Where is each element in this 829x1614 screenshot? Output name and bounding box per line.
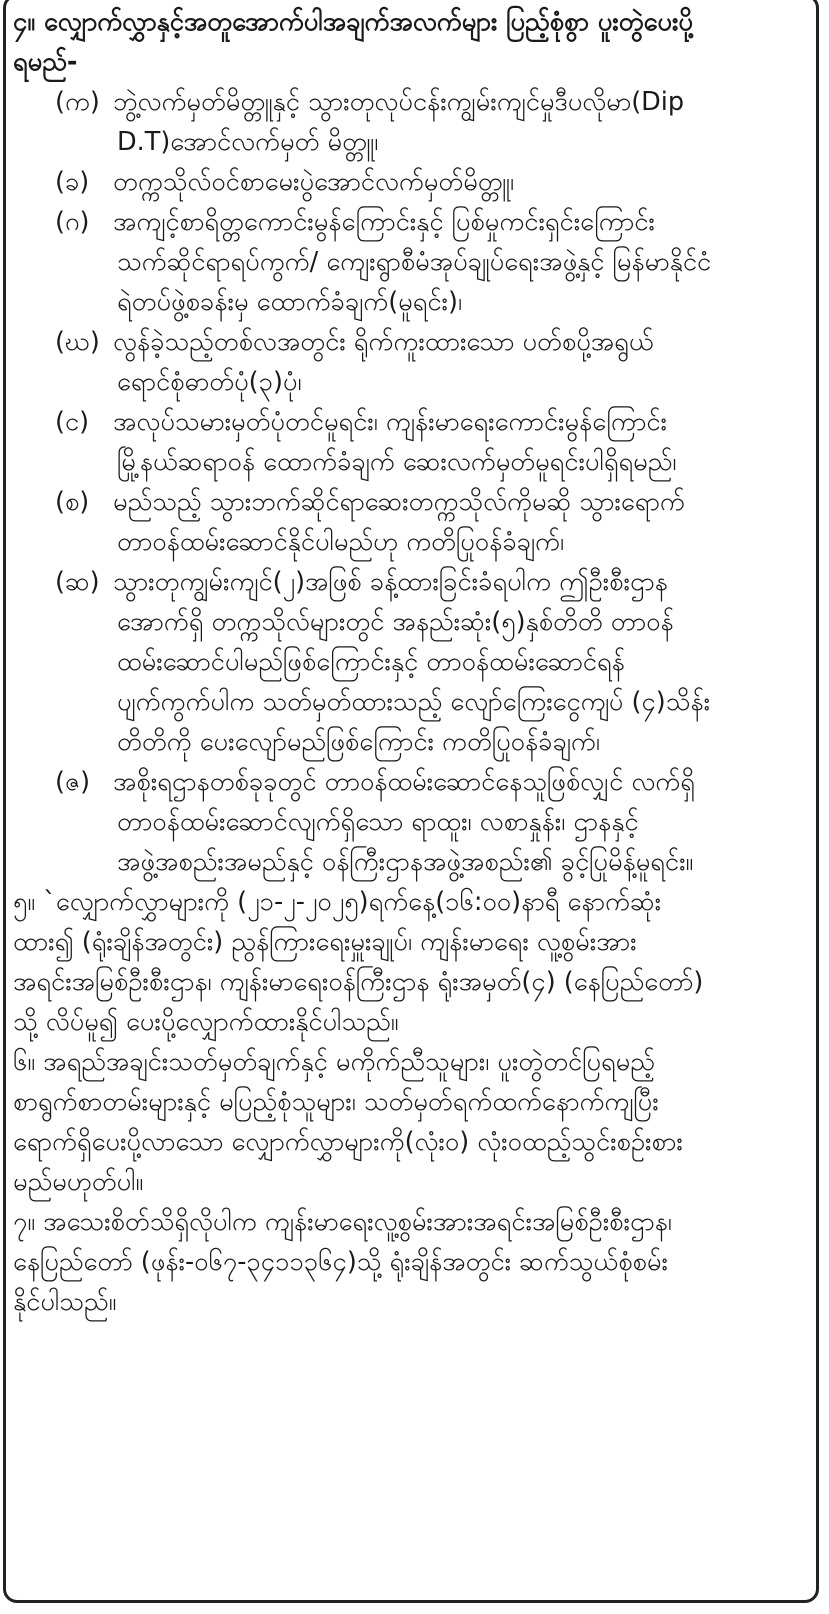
requirement-item [13, 162, 809, 202]
requirement-item [13, 562, 809, 762]
section-7 [13, 1202, 809, 1322]
requirement-item [13, 762, 809, 882]
requirement-marker: (က) [55, 87, 100, 117]
requirement-text: မည်သည့် သွားဘက်ဆိုင်ရာဆေးတက္ကသိုလ်ကိုမဆို သွားရောက် [113, 487, 685, 517]
section-5-line: သို့ လိပ်မူ၍ ပေးပို့လျှောက်ထားနိုင်ပါသည်။ [13, 1007, 399, 1037]
requirement-item [13, 482, 809, 562]
requirement-text: ဘွဲ့လက်မှတ်မိတ္တူနှင့် သွားတုလုပ်ငန်းကျွမ်းကျင်မှုဒီပလိုမာ(Dip [113, 87, 685, 117]
requirement-item [13, 402, 809, 482]
requirement-marker: (ဃ) [55, 327, 100, 357]
requirement-item-line-cont: တာဝန်ထမ်းဆောင်နိုင်ပါမည်ဟု ကတိပြုဝန်ခံချက်၊ [117, 527, 565, 557]
requirement-item-line-cont: D.T)အောင်လက်မှတ် မိတ္တူ၊ [117, 127, 379, 157]
section-6-line: ၆။ အရည်အချင်းသတ်မှတ်ချက်နှင့် မကိုက်ညီသူများ၊ ပူးတွဲတင်ပြရမည့် [13, 1047, 655, 1077]
requirement-item-line-cont: သက်ဆိုင်ရာရပ်ကွက်/ ကျေးရွာစီမံအုပ်ချုပ်ရေးအဖွဲ့နှင့် မြန်မာနိုင်ငံ [117, 247, 712, 277]
section-6-line: မည်မဟုတ်ပါ။ [13, 1167, 144, 1197]
section-7-line: နိုင်ပါသည်။ [13, 1287, 117, 1317]
requirement-item-line-cont: ရောင်စုံဓာတ်ပုံ(၃)ပုံ၊ [117, 367, 302, 397]
section-4-heading-cont: ရမည်- [13, 47, 78, 77]
section-7-line: ၇။ အသေးစိတ်သိရှိလိုပါက ကျန်းမာရေးလူ့စွမ်းအားအရင်းအမြစ်ဦးစီးဌာန၊ [13, 1207, 672, 1237]
requirement-item-line [13, 82, 809, 122]
requirement-item [13, 82, 809, 162]
requirement-marker: (ခ) [55, 167, 90, 197]
requirement-marker: (ဇ) [55, 767, 91, 797]
requirement-item-line [13, 402, 809, 442]
requirement-item-line [13, 762, 809, 802]
requirement-text: အလုပ်သမားမှတ်ပုံတင်မူရင်း၊ ကျန်းမာရေးကောင်းမွန်ကြောင်း [113, 407, 667, 437]
requirement-item-line [13, 562, 809, 602]
requirement-item-line-cont: အောက်ရှိ တက္ကသိုလ်များတွင် အနည်းဆုံး(၅)နှစ်တိတိ တာဝန် [117, 607, 674, 637]
section-5-line: ၅။ `လျှောက်လွှာများကို (၂၁-၂-၂၀၂၅)ရက်နေ့(၁၆:၀၀)နာရီ နောက်ဆုံး [13, 887, 662, 917]
section-6 [13, 1042, 809, 1202]
requirement-item-line-cont: ထမ်းဆောင်ပါမည်ဖြစ်ကြောင်းနှင့် တာဝန်ထမ်းဆောင်ရန် [117, 647, 625, 677]
requirement-item-line [13, 482, 809, 522]
requirement-item-line-cont: တိတိကို ပေးလျော်မည်ဖြစ်ကြောင်း ကတိပြုဝန်ခံချက်၊ [117, 727, 600, 757]
section-5-line: အရင်းအမြစ်ဦးစီးဌာန၊ ကျန်းမာရေးဝန်ကြီးဌာန ရုံးအမှတ်(၄) (နေပြည်တော်) [13, 967, 704, 997]
document-body [13, 2, 809, 1322]
requirement-text: သွားတုကျွမ်းကျင်(၂)အဖြစ် ခန့်ထားခြင်းခံရပါက ဤဦးစီးဌာန [113, 567, 668, 597]
section-5-line: ထား၍ (ရုံးချိန်အတွင်း) ညွန်ကြားရေးမှူးချုပ်၊ ကျန်းမာရေး လူ့စွမ်းအား [13, 927, 637, 957]
requirement-item-line-cont: တာဝန်ထမ်းဆောင်လျက်ရှိသော ရာထူး၊ လစာနှုန်း၊ ဌာနနှင့် [117, 807, 639, 837]
section-4 [13, 2, 809, 882]
section-6-line: ရောက်ရှိပေးပို့လာသော လျှောက်လွှာများကို(လုံးဝ) လုံးဝထည့်သွင်းစဉ်းစား [13, 1127, 683, 1157]
requirement-item-line-cont: အဖွဲ့အစည်းအမည်နှင့် ဝန်ကြီးဌာနအဖွဲ့အစည်း၏ ခွင့်ပြုမိန့်မူရင်း။ [117, 847, 694, 877]
requirement-item [13, 202, 809, 322]
requirement-item-line [13, 322, 809, 362]
requirement-marker: (င) [55, 407, 90, 437]
requirement-marker: (ဂ) [55, 207, 90, 237]
section-7-line: နေပြည်တော် (ဖုန်း-၀၆၇-၃၄၁၁၃၆၄)သို့ ရုံးချိန်အတွင်း ဆက်သွယ်စုံစမ်း [13, 1247, 668, 1277]
requirement-text: အကျင့်စာရိတ္တကောင်းမွန်ကြောင်းနှင့် ပြစ်မှုကင်းရှင်းကြောင်း [113, 207, 655, 237]
section-5 [13, 882, 809, 1042]
requirement-marker: (စ) [55, 487, 90, 517]
requirements-list [13, 82, 809, 882]
requirement-item [13, 322, 809, 402]
requirement-item-line [13, 162, 809, 202]
requirement-text: အစိုးရဌာနတစ်ခုခုတွင် တာဝန်ထမ်းဆောင်နေသူဖြစ်လျှင် လက်ရှိ [113, 767, 695, 797]
requirement-item-line-cont: ပျက်ကွက်ပါက သတ်မှတ်ထားသည့် လျော်ကြေးငွေကျပ် (၄)သိန်း [117, 687, 711, 717]
requirement-marker: (ဆ) [55, 567, 100, 597]
requirement-item-line-cont: ရဲတပ်ဖွဲ့စခန်းမှ ထောက်ခံချက်(မူရင်း)၊ [117, 287, 462, 317]
section-4-heading: ၄။ လျှောက်လွှာနှင့်အတူအောက်ပါအချက်အလက်များ ပြည့်စုံစွာ ပူးတွဲပေးပို့ [13, 7, 693, 37]
requirement-text: လွန်ခဲ့သည့်တစ်လအတွင်း ရိုက်ကူးထားသော ပတ်စပို့အရွယ် [113, 327, 654, 357]
requirement-text: တက္ကသိုလ်ဝင်စာမေးပွဲအောင်လက်မှတ်မိတ္တူ၊ [113, 167, 514, 197]
section-6-line: စာရွက်စာတမ်းများနှင့် မပြည့်စုံသူများ၊ သတ်မှတ်ရက်ထက်နောက်ကျပြီး [13, 1087, 659, 1117]
requirement-item-line [13, 202, 809, 242]
requirement-item-line-cont: မြို့နယ်ဆရာဝန် ထောက်ခံချက် ဆေးလက်မှတ်မူရင်းပါရှိရမည်၊ [117, 447, 677, 477]
